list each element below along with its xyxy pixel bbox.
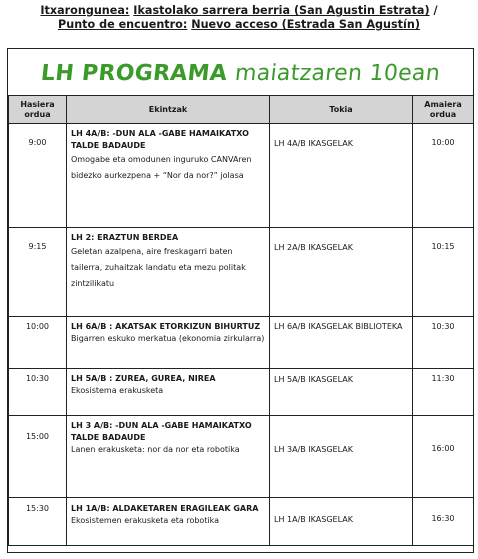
table-row bbox=[9, 317, 474, 369]
row-place: LH 5A/B IKASGELAK bbox=[270, 369, 413, 416]
row-start-time: 9:00 bbox=[9, 124, 67, 228]
table-row bbox=[9, 416, 474, 498]
row-end-time: 10:30 bbox=[413, 317, 474, 369]
header-start-time bbox=[9, 96, 67, 124]
table-header-row bbox=[9, 96, 474, 124]
header-activity: Ekintzak bbox=[67, 96, 270, 124]
row-start-time: 15:00 bbox=[9, 416, 67, 498]
row-place: LH 1A/B IKASGELAK bbox=[270, 498, 413, 546]
row-start-time: 15:30 bbox=[9, 498, 67, 546]
activity-description: Geletan azalpena, aire freskagarri baten tailerra, zuhaitzak landatu eta mezu politak zintzilikatu bbox=[71, 247, 246, 288]
schedule-table bbox=[8, 95, 474, 546]
activity-name: LH 5A/B : ZUREA, GUREA, NIREA bbox=[71, 374, 216, 383]
activity-name: LH 3 A/B: -DUN ALA -GABE HAMAIKATXO TALDE BADAUDE bbox=[71, 421, 252, 442]
row-place: LH 4A/B IKASGELAK bbox=[270, 124, 413, 228]
header-start-label: Hasiera ordua bbox=[20, 99, 55, 119]
row-activity bbox=[67, 369, 270, 416]
row-place: LH 3A/B IKASGELAK bbox=[270, 416, 413, 498]
row-start-time: 9:15 bbox=[9, 228, 67, 317]
table-row bbox=[9, 124, 474, 228]
header-end-label: Amaiera ordua bbox=[424, 99, 462, 119]
row-place: LH 2A/B IKASGELAK bbox=[270, 228, 413, 317]
program-title bbox=[7, 61, 475, 86]
meeting-point-basque bbox=[0, 3, 478, 18]
row-activity bbox=[67, 317, 270, 369]
activity-name: LH 1A/B: ALDAKETAREN ERAGILEAK GARA bbox=[71, 504, 259, 513]
row-activity bbox=[67, 228, 270, 317]
row-end-time: 16:30 bbox=[413, 498, 474, 546]
table-row bbox=[9, 369, 474, 416]
row-start-time: 10:30 bbox=[9, 369, 67, 416]
activity-name: LH 2: ERAZTUN BERDEA bbox=[71, 233, 179, 242]
meeting-text-spanish: Nuevo acceso (Estrada San Agustín) bbox=[191, 18, 420, 31]
meeting-text-basque: Ikastolako sarrera berria (San Agustin Estrata) bbox=[133, 4, 430, 17]
row-activity bbox=[67, 416, 270, 498]
row-end-time: 11:30 bbox=[413, 369, 474, 416]
activity-description: Bigarren eskuko merkatua (ekonomia zirkularra) bbox=[71, 334, 265, 343]
row-end-time: 16:00 bbox=[413, 416, 474, 498]
activity-description: Ekosistemen erakusketa eta robotika bbox=[71, 516, 220, 525]
row-activity bbox=[67, 498, 270, 546]
table-row bbox=[9, 228, 474, 317]
header-end-time bbox=[413, 96, 474, 124]
program-title-bold: LH PROGRAMA bbox=[39, 61, 229, 86]
meeting-separator: / bbox=[433, 4, 438, 17]
program-frame bbox=[7, 48, 474, 553]
row-end-time: 10:00 bbox=[413, 124, 474, 228]
activity-description: Lanen erakusketa: nor da nor eta robotika bbox=[71, 445, 240, 454]
activity-name: LH 6A/B : AKATSAK ETORKIZUN BIHURTUZ bbox=[71, 322, 261, 331]
row-place: LH 6A/B IKASGELAK BIBLIOTEKA bbox=[270, 317, 413, 369]
row-activity bbox=[67, 124, 270, 228]
meeting-label-basque: Itxaronguneа: bbox=[40, 4, 130, 17]
activity-name: LH 4A/B: -DUN ALA -GABE HAMAIKATXO TALDE BADAUDE bbox=[71, 129, 249, 150]
program-title-date: maiatzaren 10ean bbox=[233, 61, 442, 86]
meeting-point-spanish bbox=[0, 17, 478, 32]
table-row bbox=[9, 498, 474, 546]
row-end-time: 10:15 bbox=[413, 228, 474, 317]
header-place: Tokia bbox=[270, 96, 413, 124]
meeting-label-spanish: Punto de encuentro: bbox=[58, 18, 188, 31]
row-start-time: 10:00 bbox=[9, 317, 67, 369]
activity-description: Ekosistema erakusketa bbox=[71, 386, 164, 395]
activity-description: Omogabe eta omodunen inguruko CANVAren bidezko aurkezpena + “Nor da nor?” jolasa bbox=[71, 155, 252, 180]
